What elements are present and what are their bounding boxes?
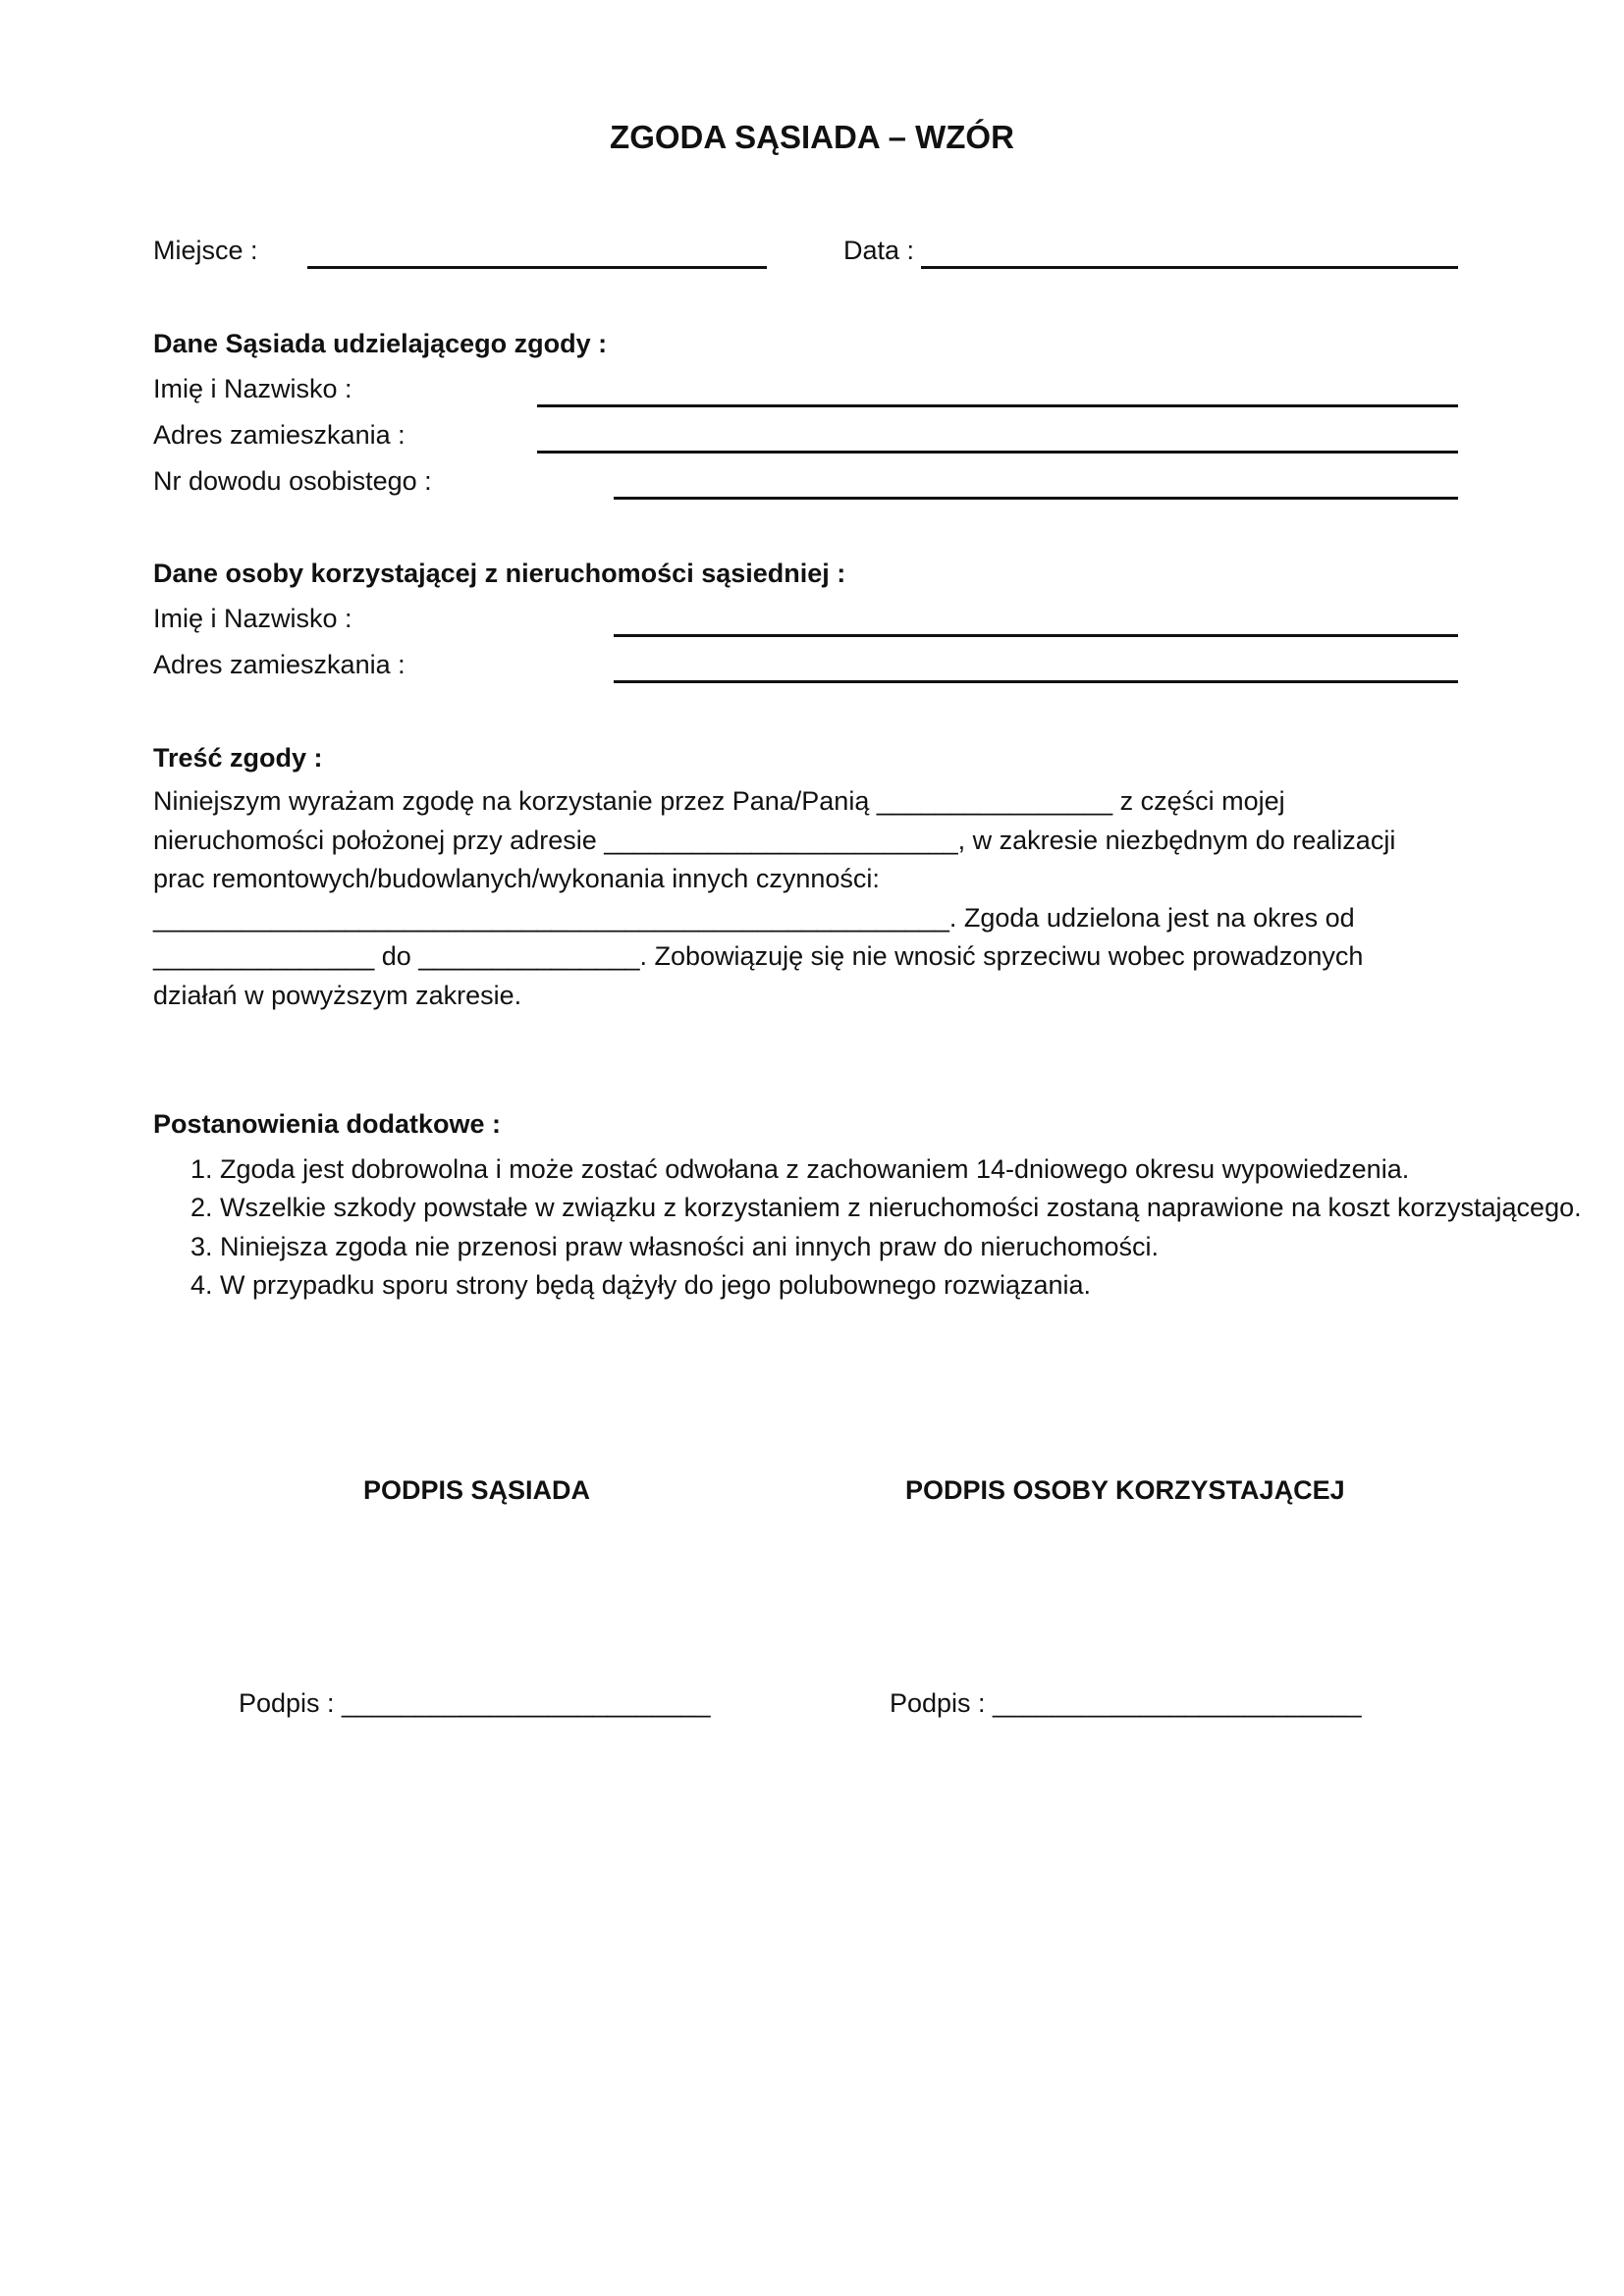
date-label: Data : <box>843 236 915 265</box>
user-name-label: Imię i Nazwisko : <box>153 604 352 633</box>
neighbor-address-field-line[interactable] <box>537 451 1458 454</box>
list-item: 4. W przypadku sporu strony będą dążyły do jego polubownego rozwiązania. <box>190 1270 1092 1301</box>
date-field-line[interactable] <box>921 266 1458 269</box>
user-address-field-line[interactable] <box>614 680 1458 683</box>
consent-line: Niniejszym wyrażam zgodę na korzystanie przez Pana/Panią ________________ z części mojej <box>153 786 1285 816</box>
additional-provisions-list <box>190 1150 1582 1306</box>
user-signature-field[interactable]: Podpis : _________________________ <box>890 1688 1362 1718</box>
user-address-label: Adres zamieszkania : <box>153 650 406 679</box>
neighbor-name-label: Imię i Nazwisko : <box>153 374 352 403</box>
neighbor-section-heading: Dane Sąsiada udzielającego zgody : <box>153 329 608 358</box>
place-field-line[interactable] <box>307 266 767 269</box>
user-name-field-line[interactable] <box>614 634 1458 637</box>
user-signature-heading: PODPIS OSOBY KORZYSTAJĄCEJ <box>905 1475 1345 1505</box>
place-label: Miejsce : <box>153 236 258 265</box>
consent-line: nieruchomości położonej przy adresie ________________________, w zakresie niezbędnym do realizacji <box>153 825 1396 855</box>
list-item: 3. Niniejsza zgoda nie przenosi praw własności ani innych praw do nieruchomości. <box>190 1231 1160 1261</box>
list-item: 2. Wszelkie szkody powstałe w związku z korzystaniem z nieruchomości zostaną naprawione na koszt korzystającego. <box>190 1193 1582 1223</box>
additional-section-heading: Postanowienia dodatkowe : <box>153 1109 502 1139</box>
consent-line: ______________________________________________________. Zgoda udzielona jest na okres od <box>153 902 1355 933</box>
user-section-heading: Dane osoby korzystającej z nieruchomości sąsiedniej : <box>153 559 846 588</box>
consent-paragraph <box>153 782 1395 1015</box>
neighbor-address-label: Adres zamieszkania : <box>153 420 406 450</box>
neighbor-signature-field[interactable]: Podpis : _________________________ <box>239 1688 711 1718</box>
neighbor-id-field-line[interactable] <box>614 497 1458 500</box>
consent-line: _______________ do _______________. Zobowiązuję się nie wnosić sprzeciwu wobec prowadzonych <box>153 941 1364 971</box>
document-title: ZGODA SĄSIADA – WZÓR <box>610 119 1014 155</box>
consent-line: działań w powyższym zakresie. <box>153 980 522 1010</box>
neighbor-name-field-line[interactable] <box>537 404 1458 407</box>
neighbor-signature-heading: PODPIS SĄSIADA <box>363 1475 591 1505</box>
list-item: 1. Zgoda jest dobrowolna i może zostać odwołana z zachowaniem 14-dniowego okresu wypowiedzenia. <box>190 1154 1410 1184</box>
neighbor-id-label: Nr dowodu osobistego : <box>153 466 432 496</box>
consent-section-heading: Treść zgody : <box>153 743 323 773</box>
consent-line: prac remontowych/budowlanych/wykonania innych czynności: <box>153 864 880 893</box>
